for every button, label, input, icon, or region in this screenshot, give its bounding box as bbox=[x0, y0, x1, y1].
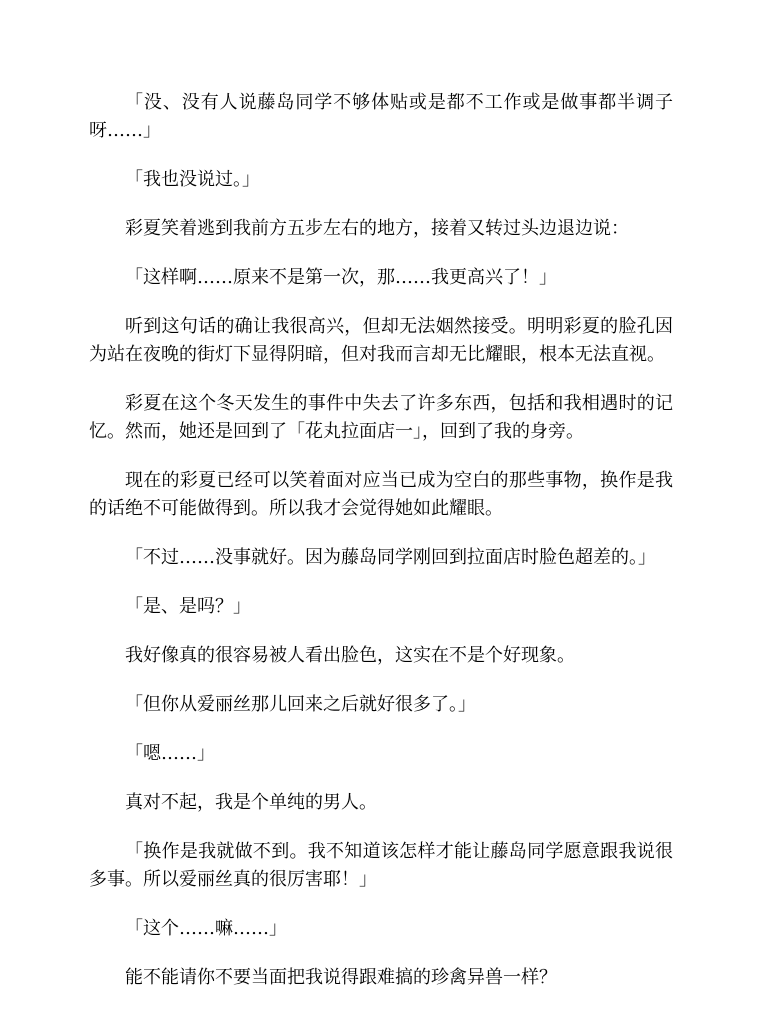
paragraph: 「是、是吗？」 bbox=[125, 596, 251, 617]
paragraph: 「不过……没事就好。因为藤岛同学刚回到拉面店时脸色超差的。」 bbox=[125, 547, 656, 568]
paragraph: 彩夏在这个冬天发生的事件中失去了许多东西，包括和我相遇时的记忆。然而，她还是回到了「花丸拉面店一」，回到了我的身旁。 bbox=[89, 393, 673, 442]
paragraph: 「换作是我就做不到。我不知道该怎样才能让藤岛同学愿意跟我说很多事。所以爱丽丝真的很厉害耶！」 bbox=[89, 841, 673, 890]
paragraph: 现在的彩夏已经可以笑着面对应当已成为空白的那些事物，换作是我的话绝不可能做得到。所以我才会觉得她如此耀眼。 bbox=[89, 470, 673, 519]
paragraph: 听到这句话的确让我很高兴，但却无法姻然接受。明明彩夏的脸孔因为站在夜晚的街灯下显得阴暗，但对我而言却无比耀眼，根本无法直视。 bbox=[89, 316, 673, 365]
paragraph: 「嗯……」 bbox=[125, 743, 215, 764]
paragraph: 「但你从爱丽丝那儿回来之后就好很多了。」 bbox=[125, 694, 476, 715]
paragraph: 「我也没说过。」 bbox=[125, 169, 260, 190]
paragraph: 能不能请你不要当面把我说得跟难搞的珍禽异兽一样？ bbox=[125, 967, 557, 988]
paragraph: 「这个……嘛……」 bbox=[125, 918, 287, 939]
paragraph: 我好像真的很容易被人看出脸色，这实在不是个好现象。 bbox=[125, 645, 575, 666]
paragraph: 真对不起，我是个单纯的男人。 bbox=[125, 792, 377, 813]
body-text bbox=[89, 89, 673, 1013]
paragraph: 「没、没有人说藤岛同学不够体贴或是都不工作或是做事都半调子呀……」 bbox=[89, 92, 673, 141]
paragraph: 彩夏笑着逃到我前方五步左右的地方，接着又转过头边退边说： bbox=[125, 218, 629, 239]
paragraph: 「这样啊……原来不是第一次，那……我更高兴了！」 bbox=[125, 267, 557, 288]
